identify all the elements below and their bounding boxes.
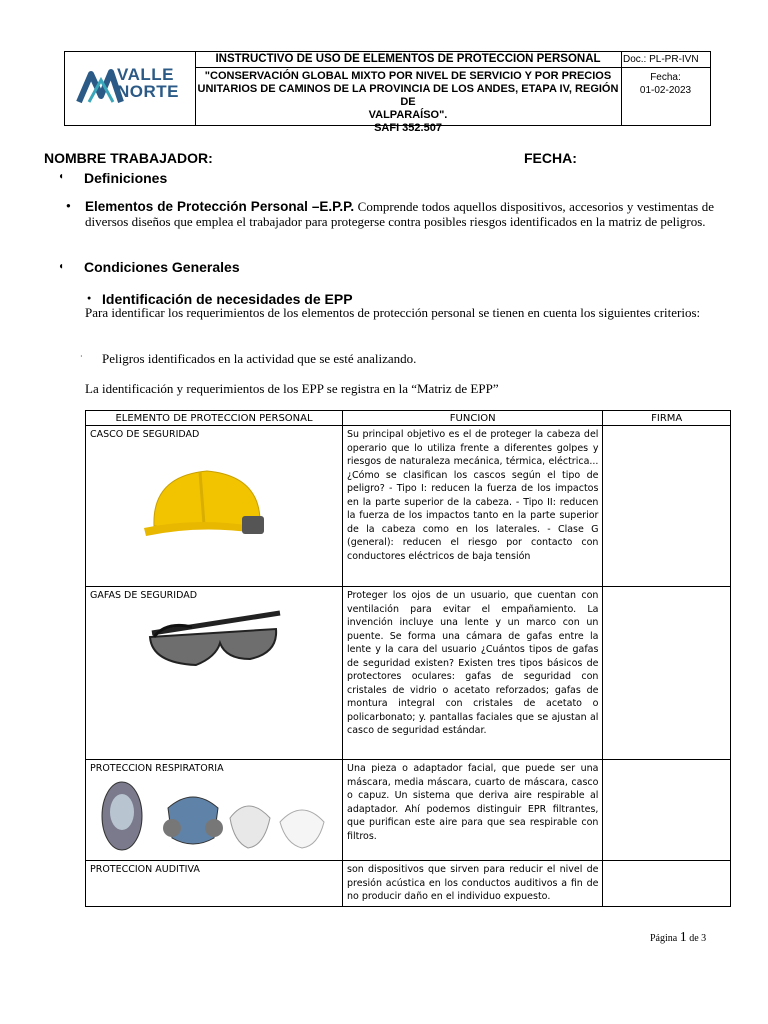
function-cell: Proteger los ojos de un usuario, que cuentan con ventilación para evitar el empañamiento. La invención incluye una lente y un marco con un puente. Se forma una cámara de gafas entre la lente y la cara del usuario ¿Cuántos tipos de gafas de seguridad existen? Existen tres tipos básicos de protectores oculares: gafas de seguridad con cristales de vidrio o acetato reforzados; gafas de montura integral con cristales de acetato o policarbonato; y. pantallas faciales que se ajustan al casco de seguridad estándar. — [343, 587, 603, 760]
element-cell — [86, 760, 343, 861]
respirator-masks-image — [98, 778, 338, 854]
function-cell: son dispositivos que sirven para reducir el nivel de presión acústica en los conductos auditivos a fin de no producir daño en el individuo expuesto. — [343, 861, 603, 907]
epp-table — [85, 410, 731, 907]
element-cell — [86, 426, 343, 587]
bullet-icon: · — [80, 352, 83, 361]
peligros-text: Peligros identificados en la actividad que se esté analizando. — [102, 351, 417, 366]
date-label: FECHA: — [524, 150, 577, 166]
company-logo — [65, 52, 196, 125]
table-row — [86, 426, 731, 587]
header-firma: FIRMA — [603, 411, 731, 426]
matriz-text: La identificación y requerimientos de los EPP se registra en la “Matriz de EPP” — [85, 381, 499, 396]
document-title: INSTRUCTIVO DE USO DE ELEMENTOS DE PROTECCION PERSONAL — [195, 52, 621, 68]
element-cell — [86, 861, 343, 907]
function-cell: Su principal objetivo es el de proteger la cabeza del operario que lo utiliza frente a diferentes golpes y riesgos de naturaleza mecánica, térmica, eléctrica... ¿Cómo se clasifican los cascos según el tipo de peligro? - Tipo I: reducen la fuerza de los impactos en la parte superior de la cabeza. - Tipo II: reducen la fuerza de los impactos tanto en la parte superior de la cabeza como en los laterales. - Clase G (general): reducen el riesgo por contacto con conductores eléctricos de baja tensión — [343, 426, 603, 587]
header-title-block — [195, 52, 622, 134]
bullet-icon: ● — [87, 294, 92, 302]
signature-cell[interactable] — [603, 426, 731, 587]
element-cell — [86, 587, 343, 760]
signature-cell[interactable] — [603, 861, 731, 907]
page-footer: Página 1 de 3 — [650, 930, 707, 945]
table-header-row — [86, 411, 731, 426]
section-identificacion: Identificación de necesidades de EPP — [102, 291, 353, 307]
function-cell: Una pieza o adaptador facial, que puede ser una máscara, media máscara, cuarto de máscara, casco o capuz. Un sistema que deriva aire respirable al adaptador. Ahí podemos distinguir EPR filtrantes, que purifican este aire para que sea respirable con filtros. — [343, 760, 603, 861]
element-name: CASCO DE SEGURIDAD — [90, 429, 200, 440]
worker-name-label: NOMBRE TRABAJADOR: — [44, 150, 213, 166]
signature-cell[interactable] — [603, 760, 731, 861]
section-condiciones: Condiciones Generales — [84, 259, 240, 275]
identificacion-text: Para identificar los requerimientos de los elementos de protección personal se tienen en cuenta los siguientes criterios: — [85, 305, 701, 320]
bullet-icon: ◖ — [58, 261, 65, 272]
signature-cell[interactable] — [603, 587, 731, 760]
bullet-icon: ◖ — [58, 171, 65, 182]
element-name: GAFAS DE SEGURIDAD — [90, 590, 198, 601]
header-element: ELEMENTO DE PROTECCION PERSONAL — [86, 411, 343, 426]
document-header — [64, 51, 711, 134]
element-name: PROTECCION RESPIRATORIA — [90, 763, 224, 774]
header-funcion: FUNCION — [343, 411, 603, 426]
table-row — [86, 587, 731, 760]
doc-info — [621, 52, 710, 125]
doc-date: Fecha: 01-02-2023 — [639, 72, 692, 96]
doc-code: Doc.: PL-PR-IVN — [621, 52, 710, 68]
table-row — [86, 760, 731, 861]
safety-helmet-image — [142, 456, 272, 546]
section-definiciones: Definiciones — [84, 170, 168, 186]
epp-definition: Elementos de Protección Personal –E.P.P. Comprende todos aquellos dispositivos, accesorios y vestimentas de diversos diseños que emplea el trabajador para protegerse contra posibles riesgos identificados en la matriz de peligros. — [85, 199, 714, 229]
element-name: PROTECCION AUDITIVA — [90, 864, 200, 875]
safety-glasses-image — [146, 607, 286, 677]
bullet-icon: ● — [66, 201, 71, 210]
project-name: "CONSERVACIÓN GLOBAL MIXTO POR NIVEL DE SERVICIO Y POR PRECIOS UNITARIOS DE CAMINOS DE LA PROVINCIA DE LOS ANDES, ETAPA IV, REGIÓN DE VALPARAÍSO". SAFI 352.507 — [197, 70, 619, 134]
logo-text: VALLE NORTE — [117, 65, 179, 101]
table-row — [86, 861, 731, 907]
